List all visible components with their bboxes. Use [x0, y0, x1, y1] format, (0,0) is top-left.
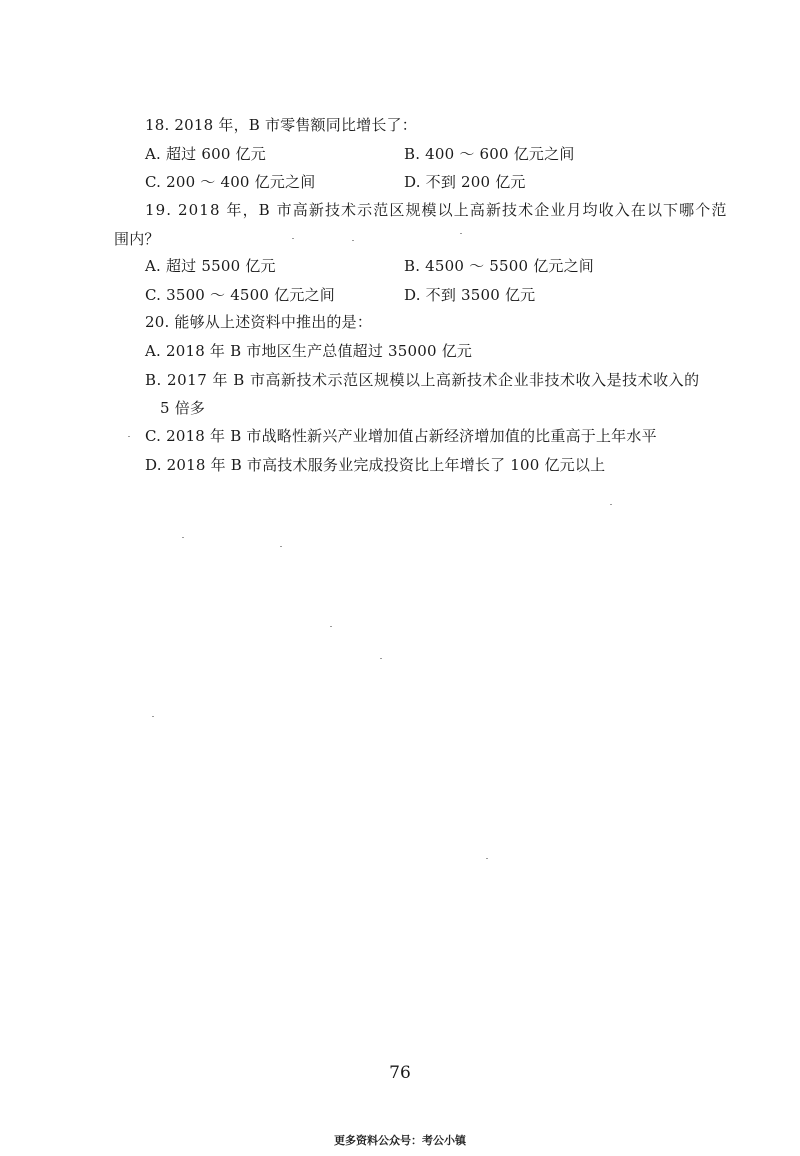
question-18-option-c: C. 200 ～ 400 亿元之间 [145, 173, 316, 191]
question-19-option-b: B. 4500 ～ 5500 亿元之间 [404, 257, 595, 275]
question-18-option-b: B. 400 ～ 600 亿元之间 [404, 145, 575, 163]
question-20-option-d: D. 2018 年 B 市高技术服务业完成投资比上年增长了 100 亿元以上 [145, 456, 606, 474]
question-19-stem: 19. 2018 年，B 市高新技术示范区规模以上高新技术企业月均收入在以下哪个范 [145, 201, 728, 219]
footer-note: 更多资料公众号：考公小镇 [334, 1134, 466, 1147]
question-19-option-c: C. 3500 ～ 4500 亿元之间 [145, 286, 335, 304]
scan-speck [380, 658, 382, 659]
scan-speck [352, 240, 354, 241]
question-20-option-b-continued: 5 倍多 [160, 399, 206, 417]
scan-speck [460, 233, 462, 234]
question-19-stem-continued: 围内？ [114, 230, 160, 248]
question-19-option-a: A. 超过 5500 亿元 [145, 257, 276, 275]
page-number: 76 [389, 1063, 411, 1083]
scan-speck [292, 238, 294, 239]
question-20-option-a: A. 2018 年 B 市地区生产总值超过 35000 亿元 [145, 342, 473, 360]
question-18-stem: 18. 2018 年，B 市零售额同比增长了： [145, 116, 417, 134]
scan-speck [128, 436, 130, 437]
question-20-stem: 20. 能够从上述资料中推出的是： [145, 313, 373, 331]
question-20-option-c: C. 2018 年 B 市战略性新兴产业增加值占新经济增加值的比重高于上年水平 [145, 427, 657, 445]
scan-speck [610, 504, 612, 505]
scan-speck [152, 716, 154, 717]
scan-speck [330, 626, 332, 627]
scan-speck [280, 546, 282, 547]
scan-speck [486, 858, 488, 859]
question-19-option-d: D. 不到 3500 亿元 [404, 286, 536, 304]
scan-speck [182, 537, 184, 538]
question-18-option-d: D. 不到 200 亿元 [404, 173, 526, 191]
question-20-option-b: B. 2017 年 B 市高新技术示范区规模以上高新技术企业非技术收入是技术收入的 [145, 371, 700, 389]
question-18-option-a: A. 超过 600 亿元 [145, 145, 266, 163]
